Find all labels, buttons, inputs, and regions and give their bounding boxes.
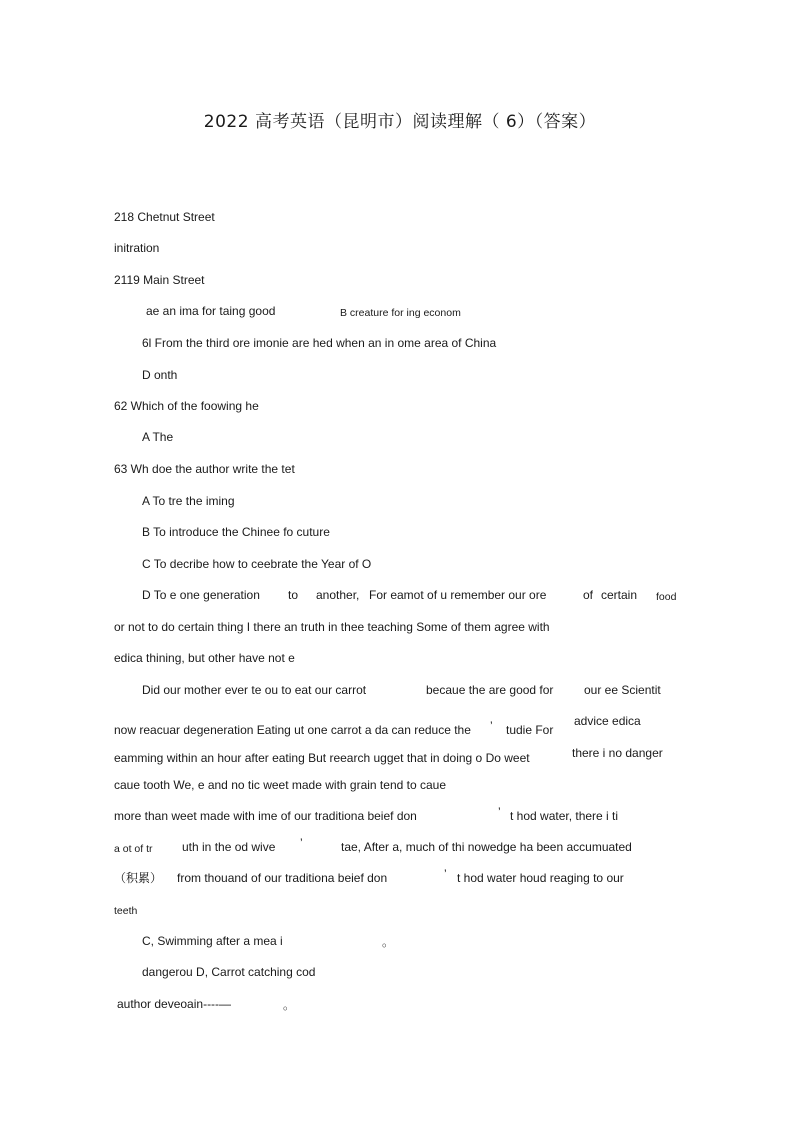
question-line: 63 Wh doe the author write the tet bbox=[114, 462, 295, 476]
text-fragment: t hod water houd reaging to our bbox=[457, 871, 624, 885]
option-line: C To decribe how to ceebrate the Year of O bbox=[142, 557, 372, 571]
page-title: 2022 高考英语（昆明市）阅读理解（ 6）（答案） bbox=[203, 112, 597, 132]
option-line: B To introduce the Chinee fo cuture bbox=[142, 525, 330, 539]
text-fragment: For eamot of u remember our ore bbox=[369, 588, 547, 602]
option-line: B creature for ing econom bbox=[340, 307, 461, 319]
option-line: dangerou D, Carrot catching cod bbox=[142, 965, 316, 979]
text-fragment: ’ bbox=[490, 719, 493, 733]
text-fragment: t hod water, there i ti bbox=[510, 809, 619, 823]
text-fragment: ’ bbox=[498, 805, 501, 819]
text-fragment: of bbox=[583, 588, 594, 602]
text-fragment: （积累） bbox=[114, 871, 163, 885]
question-line: 6l From the third ore imonie are hed when an in ome area of China bbox=[142, 336, 497, 350]
text-line: caue tooth We, e and no tic weet made with grain tend to caue bbox=[114, 778, 446, 792]
text-fragment: 。 bbox=[382, 935, 395, 949]
text-fragment: tudie For bbox=[506, 723, 554, 737]
text-line: or not to do certain thing I there an truth in thee teaching Some of them agree with bbox=[114, 620, 550, 634]
text-fragment: another, bbox=[316, 588, 360, 602]
text-fragment: from thouand of our traditiona beief don bbox=[177, 871, 388, 885]
text-line: teeth bbox=[114, 905, 138, 917]
text-fragment: ’ bbox=[300, 836, 303, 850]
option-line: A To tre the iming bbox=[142, 494, 235, 508]
text-fragment: now reacuar degeneration Eating ut one carrot a da can reduce the bbox=[114, 723, 471, 737]
text-fragment: to bbox=[288, 588, 299, 602]
text-fragment: 。 bbox=[283, 998, 296, 1012]
text-fragment: there i no danger bbox=[572, 746, 663, 760]
text-line: initration bbox=[114, 241, 160, 255]
text-fragment: ’ bbox=[444, 867, 447, 881]
address-line-2: 2119 Main Street bbox=[114, 273, 205, 287]
text-fragment: more than weet made with ime of our traditiona beief don bbox=[114, 809, 417, 823]
option-line: A The bbox=[142, 430, 174, 444]
option-line: D onth bbox=[142, 368, 178, 382]
text-fragment: food bbox=[656, 591, 677, 603]
text-fragment: Did our mother ever te ou to eat our carrot bbox=[142, 683, 367, 697]
address-line-1: 218 Chetnut Street bbox=[114, 210, 215, 224]
text-line: edica thining, but other have not e bbox=[114, 651, 295, 665]
text-fragment: advice edica bbox=[574, 714, 641, 728]
text-fragment: our ee Scientit bbox=[584, 683, 661, 697]
option-line: D To e one generation bbox=[142, 588, 260, 602]
question-line: 62 Which of the foowing he bbox=[114, 399, 259, 413]
text-fragment: tae, After a, much of thi nowedge ha been accumuated bbox=[341, 840, 632, 854]
option-line: ae an ima for taing good bbox=[146, 304, 276, 318]
text-fragment: uth in the od wive bbox=[182, 840, 276, 854]
text-fragment: author deveoain----— bbox=[117, 997, 232, 1011]
text-fragment: becaue the are good for bbox=[426, 683, 554, 697]
option-line: C, Swimming after a mea i bbox=[142, 934, 283, 948]
text-fragment: eamming within an hour after eating But reearch ugget that in doing o Do weet bbox=[114, 751, 530, 765]
text-fragment: a ot of tr bbox=[114, 843, 153, 855]
text-fragment: certain bbox=[601, 588, 638, 602]
